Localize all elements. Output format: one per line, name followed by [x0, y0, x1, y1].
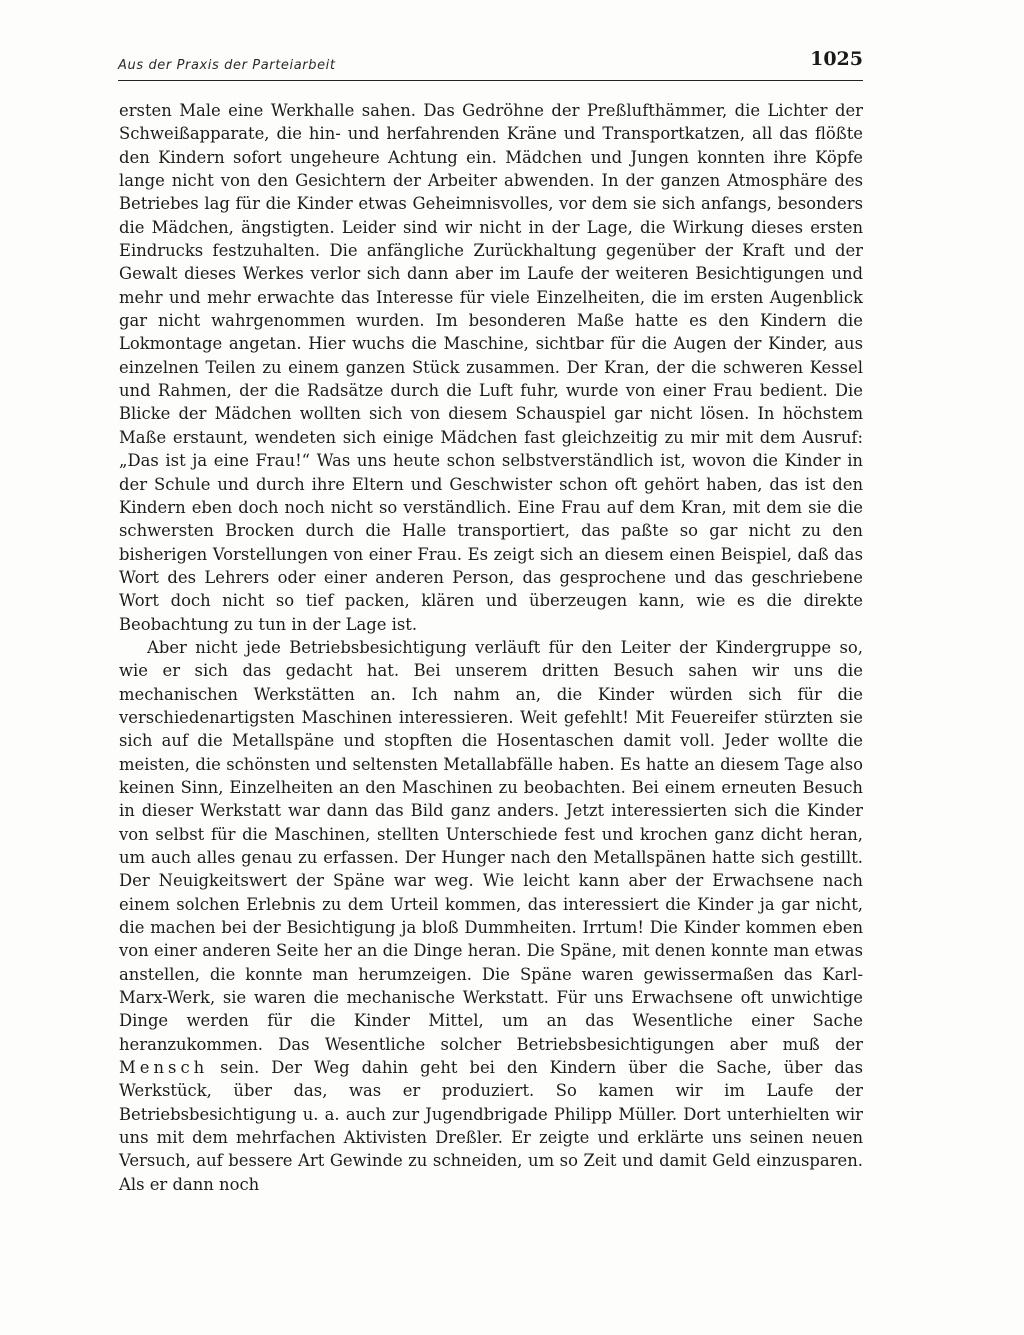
page-header — [118, 48, 863, 78]
emphasized-word: Mensch — [119, 1058, 209, 1078]
header-divider — [118, 80, 863, 81]
running-head: Aus der Praxis der Parteiarbeit — [118, 58, 336, 73]
paragraph-2-part-1: Aber nicht jede Betriebsbesichtigung verläuft für den Leiter der Kindergruppe so, wie er sich das gedacht hat. Bei unserem dritten Besuch sahen wir uns die mechanischen Werkstätten an. Ich nahm an, die Kinder würden sich für die verschiedenartigsten Maschinen interessieren. Weit gefehlt! Mit Feuereifer stürzten sie sich auf die Metallspäne und stopften die Hosentaschen damit voll. Jeder wollte die meisten, die schönsten und seltensten Metallabfälle haben. Es hatte an diesem Tage also keinen Sinn, Einzelheiten an den Maschinen zu beobachten. Bei einem erneuten Besuch in dieser Werkstatt war dann das Bild ganz anders. Jetzt interessierten sich die Kinder von selbst für die Maschinen, stellten Unterschiede fest und krochen ganz dicht heran, um auch alles genau zu erfassen. Der Hunger nach den Metallspänen hatte sich gestillt. Der Neuigkeitswert der Späne war weg. Wie leicht kann aber der Erwachsene nach einem solchen Erlebnis zu dem Urteil kommen, das interessiert die Kinder ja gar nicht, die machen bei der Besichtigung ja bloß Dummheiten. Irrtum! Die Kinder kommen eben von einer anderen Seite her an die Dinge heran. Die Späne, mit denen konnte man etwas anstellen, die konnte man herumzeigen. Die Späne waren gewissermaßen das Karl-Marx-Werk, sie waren die mechanische Werkstatt. Für uns Erwachsene oft unwichtige Dinge werden für die Kinder Mittel, um an das Wesentliche einer Sache heranzukommen. Das Wesentliche solcher Betriebsbesichtigungen aber muß der — [119, 637, 863, 1054]
paragraph-1: ersten Male eine Werkhalle sahen. Das Gedröhne der Preßlufthämmer, die Lichter der Schweißapparate, die hin- und herfahrenden Kräne und Transportkatzen, all das flößte den Kindern sofort ungeheure Achtung ein. Mädchen und Jungen konnten ihre Köpfe lange nicht von den Gesichtern der Arbeiter abwenden. In der ganzen Atmosphäre des Betriebes lag für die Kinder etwas Geheimnisvolles, vor dem sie sich anfangs, besonders die Mädchen, ängstigten. Leider sind wir nicht in der Lage, die Wirkung dieses ersten Eindrucks festzuhalten. Die anfängliche Zurückhaltung gegenüber der Kraft und der Gewalt dieses Werkes verlor sich dann aber im Laufe der weiteren Besichtigungen und mehr und mehr erwachte das Interesse für viele Einzelheiten, die im ersten Augenblick gar nicht wahrgenommen wurden. Im besonderen Maße hatte es den Kindern die Lokmontage angetan. Hier wuchs die Maschine, sichtbar für die Augen der Kinder, aus einzelnen Teilen zu einem ganzen Stück zusammen. Der Kran, der die schweren Kessel und Rahmen, der die Radsätze durch die Luft fuhr, wurde von einer Frau bedient. Die Blicke der Mädchen wollten sich von diesem Schauspiel gar nicht lösen. In höchstem Maße erstaunt, wendeten sich einige Mädchen fast gleichzeitig zu mir mit dem Ausruf: „Das ist ja eine Frau!“ Was uns heute schon selbstverständlich ist, wovon die Kinder in der Schule und durch ihre Eltern und Geschwister schon oft gehört haben, das ist den Kindern eben doch noch nicht so verständlich. Eine Frau auf dem Kran, mit dem sie die schwersten Brocken durch die Halle transportiert, das paßte so gar nicht zu den bisherigen Vorstellungen von einer Frau. Es zeigt sich an diesem einen Beispiel, daß das Wort des Lehrers oder einer anderen Person, das gesprochene und das geschriebene Wort doch nicht so tief packen, klären und überzeugen kann, wie es die direkte Beobachtung zu tun in der Lage ist. — [119, 101, 863, 634]
body-text — [119, 99, 863, 1196]
paragraph-2-part-2: sein. Der Weg dahin geht bei den Kindern über die Sache, über das Werkstück, über das, was er produziert. So kamen wir im Laufe der Betriebsbesichtigung u. a. auch zur Jugendbrigade Philipp Müller. Dort unterhielten wir uns mit dem mehrfachen Aktivisten Dreßler. Er zeigte und erklärte uns seinen neuen Versuch, auf bessere Art Gewinde zu schneiden, um so Zeit und damit Geld einzusparen. Als er dann noch — [119, 1058, 863, 1194]
page-number: 1025 — [810, 48, 863, 70]
paragraph-2 — [119, 636, 863, 1196]
